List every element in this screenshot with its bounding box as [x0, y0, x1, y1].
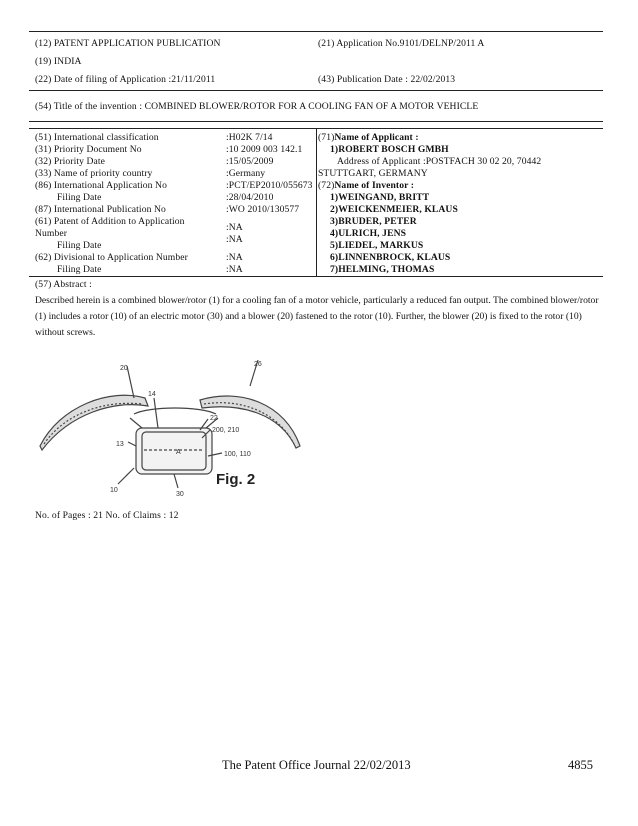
label-30: 30: [176, 491, 184, 498]
inventor-name: 2)WEICKENMEIER, KLAUS: [330, 204, 458, 215]
label-20: 20: [120, 365, 128, 372]
right-blade: [200, 396, 300, 448]
invention-title: (54) Title of the invention : COMBINED BLOWER/ROTOR FOR A COOLING FAN OF A MOTOR VEHICLE: [35, 101, 479, 112]
biblio-value: :PCT/EP2010/055673: [226, 180, 313, 191]
biblio-label: Number: [35, 228, 68, 239]
abstract-text: Described herein is a combined blower/rotor (1) for a cooling fan of a motor vehicle, particularly a reduced fan output. The combined blower/rotor (1) includes a rotor (10) of an electric motor (30) and a blower (20) fastened to the rotor (10). Further, the blower (20) is fixed to the rotor (10) without screws.: [35, 295, 599, 338]
publication-date: (43) Publication Date : 22/02/2013: [318, 74, 456, 85]
biblio-label: (32) Priority Date: [35, 156, 106, 167]
label-13: 13: [116, 441, 124, 448]
applicant-code: (71): [318, 132, 335, 143]
rule: [29, 31, 603, 32]
inventor-name: 3)BRUDER, PETER: [330, 216, 417, 227]
label-26: 26: [254, 361, 262, 368]
biblio-value: :WO 2010/130577: [226, 204, 300, 215]
label-10: 10: [110, 487, 118, 494]
application-number: (21) Application No.9101/DELNP/2011 A: [318, 38, 485, 49]
biblio-value: :NA: [226, 264, 243, 275]
inventor-name: 1)WEINGAND, BRITT: [330, 192, 430, 203]
inventor-heading-text: Name of Inventor :: [334, 180, 415, 191]
filing-date: (22) Date of filing of Application :21/11/2011: [35, 74, 216, 85]
biblio-value: :H02K 7/14: [226, 132, 273, 143]
journal-footer: The Patent Office Journal 22/02/2013: [222, 758, 411, 772]
label-200-210: 200, 210: [212, 427, 240, 434]
inventor-name: 4)ULRICH, JENS: [330, 228, 407, 239]
biblio-value: :NA: [226, 222, 243, 233]
biblio-label: (87) International Publication No: [35, 204, 166, 215]
inventor-name: 6)LINNENBROCK, KLAUS: [330, 252, 451, 263]
page-number: 4855: [568, 758, 593, 772]
biblio-value: :NA: [226, 234, 243, 245]
rule: [29, 128, 603, 129]
label-14: 14: [148, 391, 156, 398]
biblio-label: (62) Divisional to Application Number: [35, 252, 188, 263]
rule: [29, 276, 603, 277]
publication-type: (12) PATENT APPLICATION PUBLICATION: [35, 38, 221, 49]
label-22: 22: [210, 415, 218, 422]
rule: [29, 90, 603, 91]
patent-drawing: [30, 358, 310, 508]
inventor-heading: [318, 180, 414, 191]
applicant-address-cont: STUTTGART, GERMANY: [318, 168, 428, 179]
hub: [136, 428, 212, 474]
applicant-heading-text: Name of Applicant :: [334, 132, 419, 143]
column-divider: [316, 128, 317, 276]
biblio-value: :15/05/2009: [226, 156, 274, 167]
applicant-heading: [318, 132, 419, 143]
biblio-value: :28/04/2010: [226, 192, 274, 203]
biblio-label: (31) Priority Document No: [35, 144, 142, 155]
figure-caption: Fig. 2: [216, 471, 256, 488]
biblio-value: :10 2009 003 142.1: [226, 144, 303, 155]
pages-and-claims: No. of Pages : 21 No. of Claims : 12: [35, 510, 179, 521]
inventor-name: 7)HELMING, THOMAS: [330, 264, 435, 275]
biblio-label: (33) Name of priority country: [35, 168, 153, 179]
biblio-label: Filing Date: [57, 240, 102, 251]
applicant-address: Address of Applicant :POSTFACH 30 02 20, 70442: [337, 156, 542, 167]
abstract-heading: (57) Abstract :: [35, 279, 92, 290]
label-100-110: 100, 110: [224, 451, 251, 458]
biblio-label: Filing Date: [57, 192, 102, 203]
biblio-label: (61) Patent of Addition to Application: [35, 216, 185, 227]
label-a: A: [176, 449, 181, 456]
biblio-label: (86) International Application No: [35, 180, 167, 191]
biblio-value: :NA: [226, 252, 243, 263]
biblio-value: :Germany: [226, 168, 266, 179]
country: (19) INDIA: [35, 56, 82, 67]
biblio-label: (51) International classification: [35, 132, 159, 143]
biblio-label: Filing Date: [57, 264, 102, 275]
applicant-name: 1)ROBERT BOSCH GMBH: [330, 144, 449, 155]
inventor-name: 5)LIEDEL, MARKUS: [330, 240, 424, 251]
rule: [29, 121, 603, 122]
inventor-code: (72): [318, 180, 335, 191]
